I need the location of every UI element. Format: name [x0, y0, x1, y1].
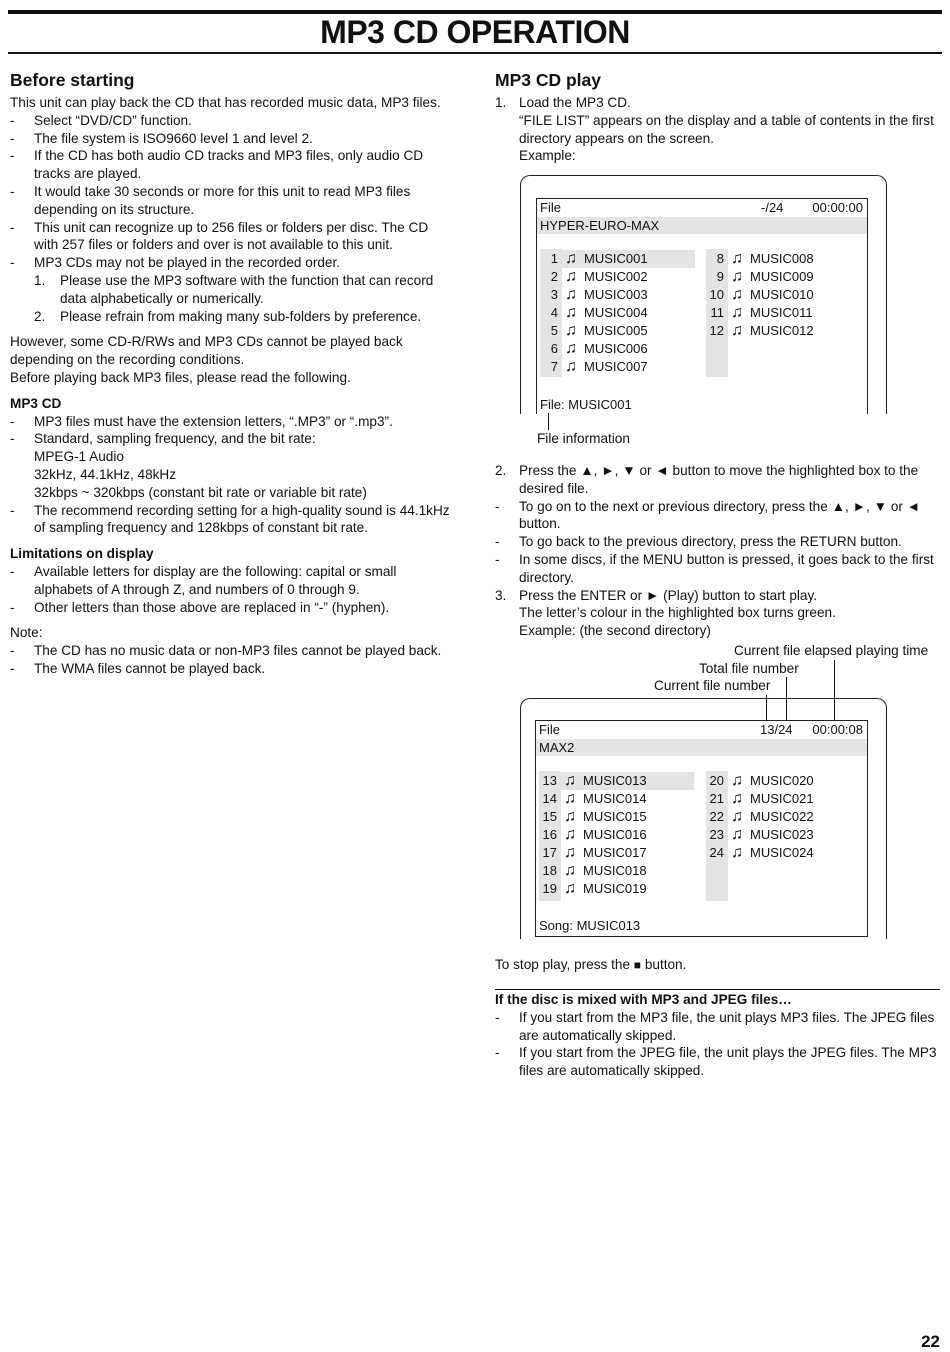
mp3cd-heading: MP3 CD	[10, 395, 62, 411]
music-note-icon: ♫	[565, 268, 577, 285]
music-note-icon: ♫	[731, 844, 743, 861]
music-note-icon: ♫	[731, 286, 743, 303]
list-item: 1. Please use the MP3 software with the function that can record data alphabetically or numerically.	[34, 272, 434, 306]
list-item: - MP3 files must have the extension letters, “.MP3” or “.mp3”.	[10, 413, 456, 431]
screen-2-display	[535, 720, 868, 937]
sub-numbered-list	[10, 272, 456, 325]
music-note-icon: ♫	[731, 268, 743, 285]
list-item: - The recommend recording setting for a high-quality sound is 44.1kHz of sampling frequency and 128kbps of constant bit rate.	[10, 502, 456, 538]
list-item: - Other letters than those above are replaced in “-” (hyphen).	[10, 599, 456, 617]
file-entry[interactable]: 12 ♫ MUSIC012	[709, 322, 814, 339]
list-item: - MP3 CDs may not be played in the recorded order.	[10, 254, 456, 272]
music-note-icon: ♫	[565, 358, 577, 375]
file-entry[interactable]: 10 ♫ MUSIC010	[709, 286, 814, 303]
mp3cd-list	[10, 413, 456, 538]
music-note-icon: ♫	[731, 772, 743, 789]
list-item: - The WMA files cannot be played back.	[10, 660, 456, 678]
before-play-text: Before playing back MP3 files, please read the following.	[10, 369, 351, 385]
screen-2-folder: MAX2	[536, 739, 867, 756]
list-item: - It would take 30 seconds or more for this unit to read MP3 files depending on its structure.	[10, 183, 456, 219]
music-note-icon: ♫	[564, 808, 576, 825]
file-entry[interactable]: 18 ♫ MUSIC018	[542, 862, 647, 879]
music-note-icon: ♫	[731, 826, 743, 843]
screen-1-header	[537, 199, 867, 216]
screen-1-file-label: File	[540, 200, 561, 215]
step-2: 2. Press the ▲, ►, ▼ or ◄ button to move the highlighted box to the desired file.	[495, 463, 919, 496]
screen-1-time: 00:00:00	[812, 200, 863, 215]
stop-text: To stop play, press the ■ button.	[495, 957, 687, 972]
notes-list	[10, 642, 456, 678]
music-note-icon: ♫	[731, 322, 743, 339]
page-title: MP3 CD OPERATION	[320, 14, 630, 50]
steps-2-3	[495, 462, 941, 640]
example-2-label: Example: (the second directory)	[519, 623, 711, 639]
file-entry[interactable]: 13 ♫ MUSIC013	[539, 772, 694, 790]
list-item: - If you start from the MP3 file, the unit plays MP3 files. The JPEG files are automatically skipped.	[495, 1009, 941, 1045]
mixed-heading: If the disc is mixed with MP3 and JPEG files…	[495, 992, 792, 1007]
stop-section	[495, 956, 941, 975]
file-entry[interactable]: 5 ♫ MUSIC005	[550, 322, 648, 339]
list-item: 2. Please refrain from making many sub-folders by preference.	[34, 308, 422, 324]
annot-total-files: Total file number	[699, 661, 799, 676]
music-note-icon: ♫	[565, 286, 577, 303]
step-1: 1. Load the MP3 CD.	[495, 95, 631, 110]
screen-1-folder: HYPER-EURO-MAX	[537, 217, 867, 234]
file-info-label: File information	[537, 431, 630, 446]
file-entry[interactable]: 21 ♫ MUSIC021	[709, 790, 814, 807]
music-note-icon: ♫	[565, 304, 577, 321]
music-note-icon: ♫	[564, 772, 576, 789]
annot-current-file: Current file number	[654, 678, 771, 693]
file-entry[interactable]: 4 ♫ MUSIC004	[550, 304, 648, 321]
list-item: - If you start from the JPEG file, the unit plays the JPEG files. The MP3 files are automatically skipped.	[495, 1044, 941, 1080]
file-entry[interactable]: 2 ♫ MUSIC002	[550, 268, 648, 285]
music-note-icon: ♫	[564, 790, 576, 807]
limitations-list	[10, 563, 456, 616]
list-item: - The CD has no music data or non-MP3 files cannot be played back.	[10, 642, 456, 660]
section-divider	[495, 989, 940, 990]
file-entry[interactable]: 24 ♫ MUSIC024	[709, 844, 814, 861]
file-entry[interactable]: 15 ♫ MUSIC015	[542, 808, 647, 825]
file-entry[interactable]: 6 ♫ MUSIC006	[550, 340, 648, 357]
example-1-label: Example:	[519, 148, 576, 164]
file-info-pointer	[548, 413, 549, 430]
file-entry[interactable]: 20 ♫ MUSIC020	[709, 772, 814, 789]
music-note-icon: ♫	[565, 340, 577, 357]
music-note-icon: ♫	[564, 862, 576, 879]
title-rule-bottom	[8, 52, 942, 54]
list-item: - Available letters for display are the following: capital or small alphabets of A through Z, and numbers of 0 through 9.	[10, 563, 456, 599]
file-entry[interactable]: 11 ♫ MUSIC011	[710, 304, 813, 321]
file-entry[interactable]: 9 ♫ MUSIC009	[716, 268, 814, 285]
list-item: - Select “DVD/CD” function.	[10, 112, 456, 130]
music-note-icon: ♫	[564, 826, 576, 843]
music-note-icon: ♫	[564, 844, 576, 861]
music-note-icon: ♫	[731, 808, 743, 825]
music-note-icon: ♫	[731, 304, 743, 321]
before-starting-heading: Before starting	[10, 70, 135, 90]
stop-icon: ■	[633, 958, 642, 972]
step-3-detail: The letter’s colour in the highlighted box turns green.	[519, 605, 836, 621]
screen-1-count: -/24	[761, 200, 784, 215]
list-item: - To go on to the next or previous directory, press the ▲, ►, ▼ or ◄ button.	[495, 498, 941, 534]
list-item: - This unit can recognize up to 256 files or folders per disc. The CD with 257 files or folders and over is not available to this unit.	[10, 219, 456, 255]
step-3: 3. Press the ENTER or ► (Play) button to start play.	[495, 587, 818, 603]
file-entry[interactable]: 17 ♫ MUSIC017	[542, 844, 647, 861]
list-item: - In some discs, if the MENU button is pressed, it goes back to the first directory.	[495, 551, 941, 587]
file-entry[interactable]: 7 ♫ MUSIC007	[550, 358, 648, 375]
mp3-cd-play-heading: MP3 CD play	[495, 70, 601, 90]
file-entry[interactable]: 3 ♫ MUSIC003	[550, 286, 648, 303]
before-starting-list	[10, 112, 456, 272]
screen-2-count: 13/24	[760, 722, 793, 737]
step-2-sublist	[495, 498, 941, 587]
file-entry[interactable]: 19 ♫ MUSIC019	[542, 880, 647, 897]
file-entry[interactable]: 8 ♫ MUSIC008	[716, 250, 814, 267]
file-entry[interactable]: 16 ♫ MUSIC016	[542, 826, 647, 843]
file-entry[interactable]: 23 ♫ MUSIC023	[709, 826, 814, 843]
limitations-heading: Limitations on display	[10, 546, 154, 562]
however-text: However, some CD-R/RWs and MP3 CDs cannot be played back depending on the recording conditions.	[10, 334, 403, 368]
screen-1-display	[536, 198, 868, 414]
music-note-icon: ♫	[565, 322, 577, 339]
list-item: - The file system is ISO9660 level 1 and level 2.	[10, 130, 456, 148]
music-note-icon: ♫	[731, 790, 743, 807]
music-note-icon: ♫	[731, 250, 743, 267]
music-note-icon: ♫	[564, 880, 576, 897]
screen-2-footer: Song: MUSIC013	[539, 918, 641, 933]
annot-elapsed-time: Current file elapsed playing time	[734, 643, 929, 658]
mixed-section	[495, 991, 941, 1080]
list-item: - If the CD has both audio CD tracks and MP3 files, only audio CD tracks are played.	[10, 147, 456, 183]
screen-2-header	[536, 721, 867, 738]
music-note-icon: ♫	[565, 250, 577, 267]
note-label: Note:	[10, 625, 43, 641]
list-item: - Standard, sampling frequency, and the bit rate: MPEG-1 Audio 32kHz, 44.1kHz, 48kHz 32kbps ~ 320kbps (constant bit rate or variable bit rate)	[10, 430, 456, 501]
mixed-list	[495, 1009, 941, 1080]
list-item: - To go back to the previous directory, press the RETURN button.	[495, 533, 941, 551]
file-entry[interactable]: 22 ♫ MUSIC022	[709, 808, 814, 825]
intro-text: This unit can play back the CD that has recorded music data, MP3 files.	[10, 95, 441, 110]
right-column	[495, 68, 941, 165]
step-1-detail: “FILE LIST” appears on the display and a table of contents in the first directory appears on the screen.	[519, 112, 934, 146]
page-number: 22	[921, 1332, 940, 1351]
screen-2-time: 00:00:08	[812, 722, 863, 737]
left-column	[10, 68, 456, 678]
file-entry[interactable]: 1 ♫ MUSIC001	[540, 250, 695, 268]
screen-2-file-label: File	[539, 722, 560, 737]
screen-1-footer: File: MUSIC001	[540, 397, 632, 412]
file-entry[interactable]: 14 ♫ MUSIC014	[542, 790, 647, 807]
